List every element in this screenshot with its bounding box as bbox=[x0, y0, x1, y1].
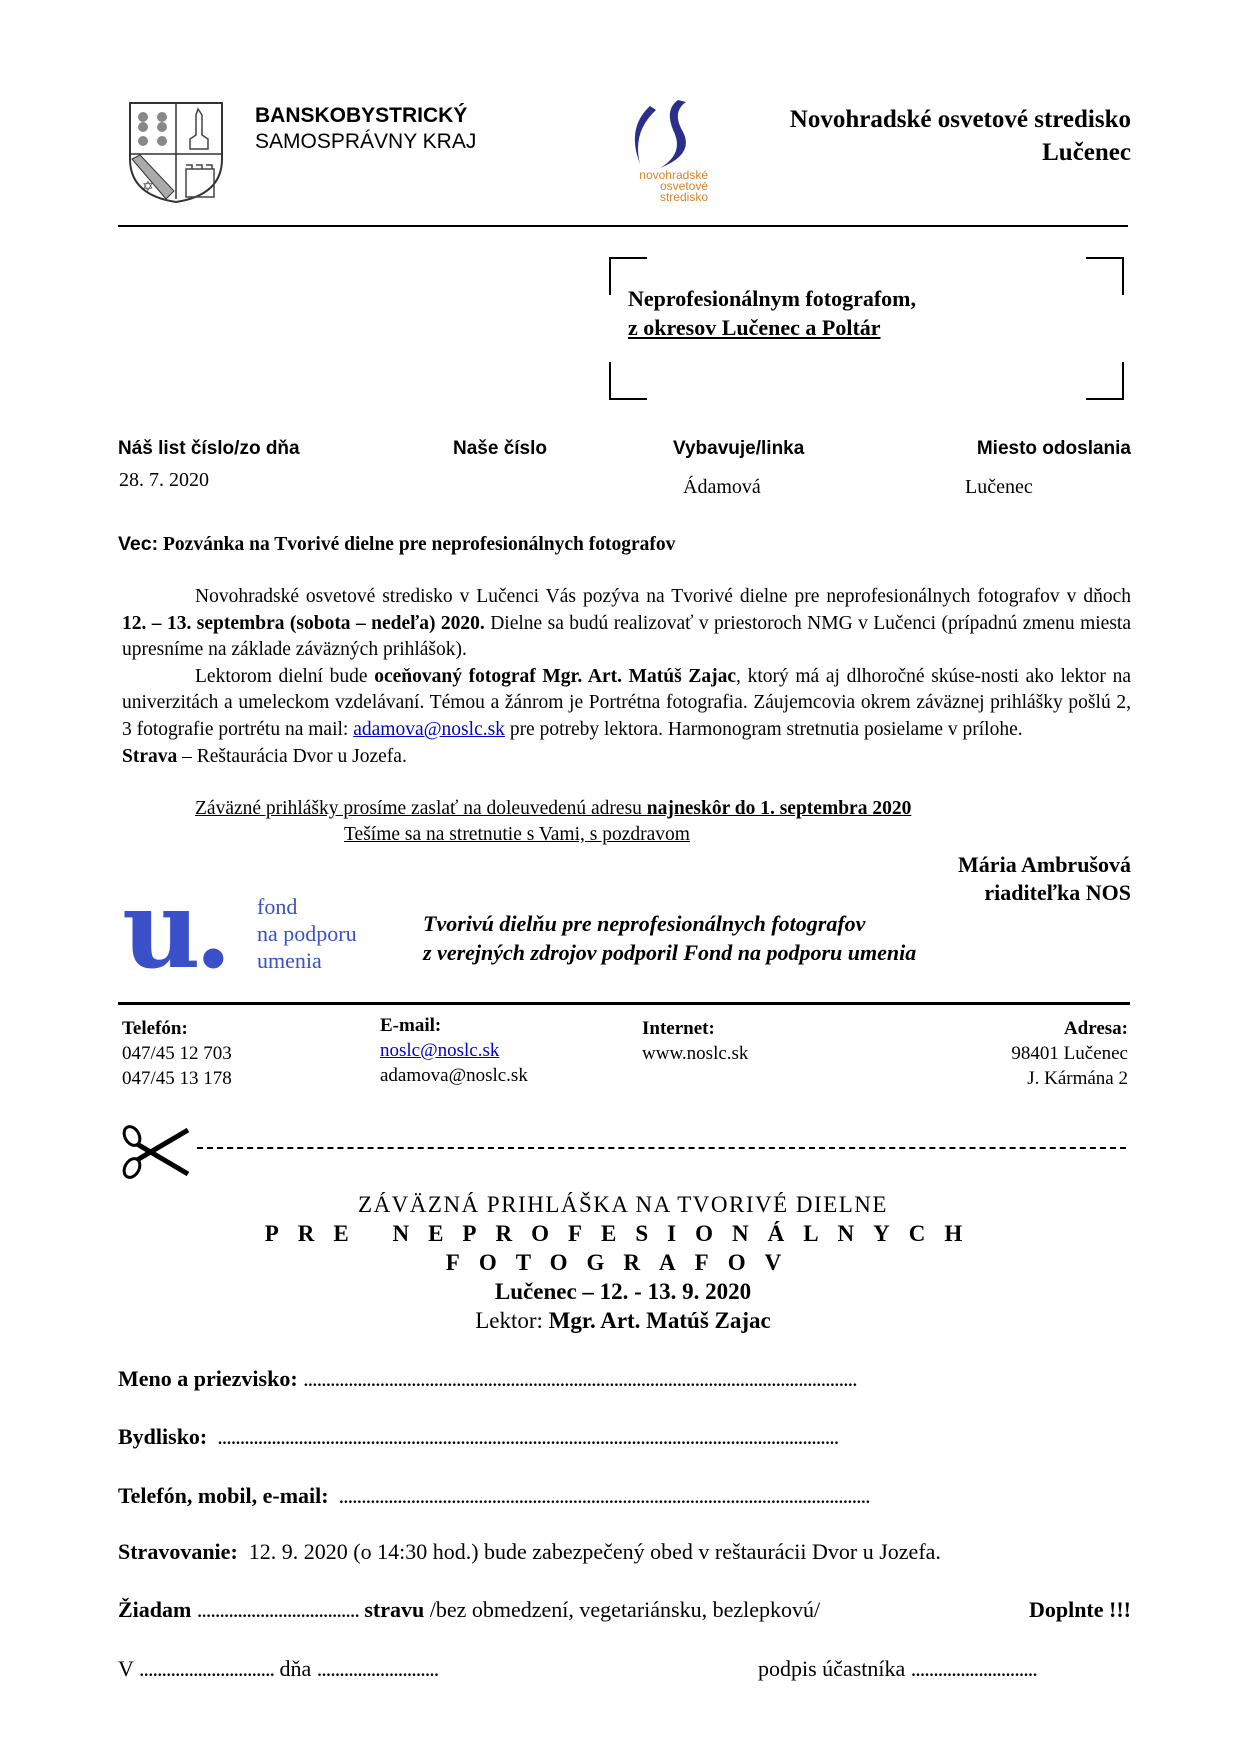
meta-label-letter-date: Náš list číslo/zo dňa bbox=[118, 438, 300, 459]
p2-lector: oceňovaný fotograf Mgr. Art. Matúš Zajac bbox=[374, 665, 737, 687]
paragraph-invitation bbox=[122, 584, 1131, 664]
place-label: V bbox=[118, 1656, 134, 1681]
meta-value-handled-by: Ádamová bbox=[683, 476, 761, 498]
field-place-date-signature[interactable] bbox=[118, 1656, 1131, 1682]
deadline-text: Záväzné prihlášky prosíme zaslať na doleuvedenú adresu bbox=[195, 798, 647, 819]
place-blank[interactable]: .............................. bbox=[139, 1656, 274, 1681]
contact-label: Telefón, mobil, e-mail: bbox=[118, 1483, 329, 1508]
cut-line bbox=[197, 1147, 1126, 1149]
meal-text: 12. 9. 2020 (o 14:30 hod.) bude zabezpečený obed v reštaurácii Dvor u Jozefa. bbox=[248, 1539, 941, 1564]
address-corner-bl bbox=[609, 362, 647, 400]
letter-body bbox=[122, 584, 1131, 770]
deadline-note bbox=[195, 798, 911, 820]
meta-value-place: Lučenec bbox=[965, 476, 1033, 498]
request-meal-word: stravu bbox=[364, 1597, 425, 1622]
address-corner-tr bbox=[1086, 257, 1124, 295]
form-heading3: FOTOGRAFOV bbox=[445, 1250, 801, 1275]
name-label: Meno a priezvisko: bbox=[118, 1366, 298, 1391]
address-line2: J. Kármána 2 bbox=[1027, 1068, 1128, 1089]
fund-logo-line3: umenia bbox=[257, 948, 322, 973]
fund-logo-line2: na podporu bbox=[257, 921, 357, 946]
p2-end: pre potreby lektora. Harmonogram stretnutia posielame v prílohe. bbox=[504, 718, 1023, 740]
fund-logo-text bbox=[257, 893, 357, 974]
org-name: Novohradské osvetové stredisko bbox=[789, 106, 1131, 133]
scissors-icon bbox=[122, 1124, 194, 1180]
address-corner-br bbox=[1086, 362, 1124, 400]
meta-value-letter-date: 28. 7. 2020 bbox=[119, 469, 209, 491]
nos-logo bbox=[612, 98, 712, 210]
address-line1: 98401 Lučenec bbox=[1011, 1043, 1128, 1064]
contact-phone bbox=[122, 1016, 232, 1091]
recipient-line1: Neprofesionálnym fotografom, bbox=[628, 286, 916, 311]
meta-label-handled-by: Vybavuje/linka bbox=[673, 438, 805, 459]
svg-text:✡: ✡ bbox=[142, 180, 154, 195]
region-name-line1: BANSKOBYSTRICKÝ bbox=[255, 104, 468, 127]
lector-label: Lektor: bbox=[475, 1308, 543, 1333]
subject-label: Vec: bbox=[118, 533, 159, 555]
p1-text: Novohradské osvetové stredisko v Lučenci Vás pozýva na Tvorivé dielne pre neprofesionálnych fotografov v dňoch bbox=[195, 586, 1131, 607]
phone-label: Telefón: bbox=[122, 1018, 188, 1039]
p2-text: Lektorom dielní bude bbox=[195, 665, 375, 687]
field-meal-request[interactable] bbox=[118, 1597, 1131, 1623]
lector-name: Mgr. Art. Matúš Zajac bbox=[548, 1308, 771, 1333]
request-label: Žiadam bbox=[118, 1597, 192, 1622]
food-label: Strava bbox=[122, 745, 178, 767]
form-heading4: Lučenec – 12. - 13. 9. 2020 bbox=[494, 1279, 752, 1304]
footer-divider bbox=[118, 1002, 1130, 1005]
request-blank[interactable]: .................................... bbox=[196, 1597, 359, 1622]
date-blank[interactable]: ........................... bbox=[316, 1656, 439, 1681]
field-contact[interactable] bbox=[118, 1483, 1131, 1509]
phone-1: 047/45 12 703 bbox=[122, 1043, 232, 1064]
contact-email bbox=[380, 1013, 528, 1088]
date-label: dňa bbox=[279, 1656, 312, 1681]
form-heading1: ZÁVÄZNÁ PRIHLÁŠKA NA TVORIVÉ DIELNE bbox=[358, 1192, 888, 1217]
meta-label-place: Miesto odoslania bbox=[976, 438, 1131, 459]
request-note: Doplnte !!! bbox=[1028, 1597, 1131, 1622]
address-blank[interactable]: .......................................................................................................................................... bbox=[212, 1424, 839, 1449]
email-link-noslc[interactable]: noslc@noslc.sk bbox=[380, 1040, 500, 1061]
meal-info bbox=[118, 1539, 1131, 1565]
fund-support-line2: z verejných zdrojov podporil Fond na podporu umenia bbox=[423, 940, 917, 965]
request-options: /bez obmedzení, vegetariánsku, bezlepkovú/ bbox=[429, 1597, 821, 1622]
org-city: Lučenec bbox=[1042, 139, 1131, 166]
deadline-date: najneskôr do 1. septembra 2020 bbox=[646, 798, 912, 819]
p1-venue: Dielne sa budú realizovať v priestoroch NMG v Lučenci (prípadnú zmenu miesta upresníme na základe záväzných prihlášok). bbox=[122, 612, 1131, 661]
fund-logo bbox=[122, 867, 242, 993]
fund-logo-line1: fond bbox=[257, 894, 298, 919]
phone-2: 047/45 13 178 bbox=[122, 1068, 232, 1089]
address-field-label: Bydlisko: bbox=[118, 1424, 208, 1449]
subject bbox=[118, 533, 675, 556]
nos-logo-text-3: stredisko bbox=[659, 190, 708, 204]
p1-dates: 12. – 13. septembra (sobota – nedeľa) 2020. bbox=[122, 612, 485, 634]
address-label: Adresa: bbox=[1063, 1018, 1128, 1039]
closing-greeting: Tešíme sa na stretnutie s Vami, s pozdravom bbox=[344, 824, 690, 845]
meta-label-our-number: Naše číslo bbox=[453, 438, 547, 459]
signature-label: podpis účastníka bbox=[758, 1656, 906, 1681]
fund-logo-letter: u. bbox=[122, 867, 227, 993]
signature-name: Mária Ambrušová bbox=[958, 852, 1131, 877]
food-text: – Reštaurácia Dvor u Jozefa. bbox=[177, 745, 407, 767]
p2-details: , ktorý má aj dlhoročné skúse-nosti ako lektor na univerzitách a umeleckom vzdelávaní. Témou a žánrom je Portrétna fotografia. Záujemcovia okrem záväznej prihlášky pošlú 2, 3 fotografie portrétu na mail: bbox=[122, 665, 1131, 740]
form-lector bbox=[118, 1306, 1128, 1335]
form-heading2: PRE NEPROFESIONÁLNYCH bbox=[264, 1221, 982, 1246]
signature-title: riaditeľka NOS bbox=[984, 880, 1131, 905]
region-crest-logo bbox=[126, 99, 226, 205]
field-name[interactable] bbox=[118, 1366, 1131, 1392]
nos-logo-text-1: novohradské bbox=[639, 168, 708, 182]
subject-text: Pozvánka na Tvorivé dielne pre neprofesionálnych fotografov bbox=[163, 534, 676, 555]
region-name-line2: SAMOSPRÁVNY KRAJ bbox=[255, 130, 477, 153]
name-blank[interactable]: ........................................................................................................................... bbox=[303, 1366, 857, 1391]
contact-blank[interactable]: ...................................................................................................................... bbox=[334, 1483, 870, 1508]
contact-address bbox=[1011, 1016, 1128, 1091]
paragraph-lector bbox=[122, 664, 1131, 744]
meal-label: Stravovanie: bbox=[118, 1539, 238, 1564]
internet-label: Internet: bbox=[642, 1018, 715, 1039]
field-address[interactable] bbox=[118, 1424, 1131, 1450]
email-link-adamova[interactable]: adamova@noslc.sk bbox=[353, 718, 505, 740]
contact-internet bbox=[642, 1016, 748, 1066]
email-adamova: adamova@noslc.sk bbox=[380, 1065, 528, 1086]
paragraph-food bbox=[122, 744, 1131, 771]
signature-blank[interactable]: ............................ bbox=[910, 1656, 1037, 1681]
recipient-line2: z okresov Lučenec a Poltár bbox=[628, 315, 881, 340]
email-label: E-mail: bbox=[380, 1015, 442, 1036]
internet-url: www.noslc.sk bbox=[642, 1043, 749, 1064]
header-divider bbox=[118, 225, 1128, 227]
fund-support-line1: Tvorivú dielňu pre neprofesionálnych fotografov bbox=[423, 911, 866, 936]
nos-logo-text-2: osvetové bbox=[659, 179, 708, 193]
